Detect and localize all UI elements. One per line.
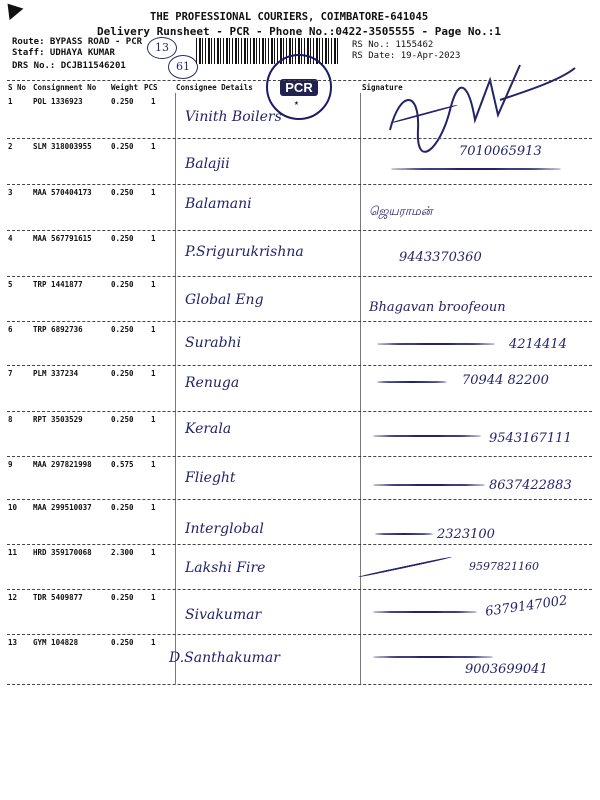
row-note: 7010065913 [459, 144, 542, 159]
row-consignment: SLM 318003955 [33, 142, 92, 151]
row-sno: 2 [8, 142, 13, 151]
row-note: 2323100 [437, 527, 495, 542]
row-pcs: 1 [151, 460, 156, 469]
row-note: 4214414 [509, 337, 567, 352]
row-consignment: GYM 104828 [33, 638, 79, 647]
col-consignment: Consignment No [33, 83, 97, 92]
row-weight: 0.250 [111, 97, 134, 106]
row-consignee: Surabhi [185, 335, 242, 351]
row-signature [358, 556, 452, 578]
row-weight: 0.575 [111, 460, 134, 469]
row-weight: 0.250 [111, 234, 134, 243]
rs-date: RS Date: 19-Apr-2023 [352, 51, 461, 61]
row-signature [373, 484, 485, 486]
row-sno: 4 [8, 234, 13, 243]
row-consignee: Sivakumar [185, 607, 262, 623]
row-pcs: 1 [151, 503, 156, 512]
row-weight: 0.250 [111, 369, 134, 378]
row-consignee: Lakshi Fire [185, 560, 266, 576]
row-note: 9443370360 [399, 250, 482, 265]
row-consignee: Flieght [185, 470, 236, 486]
row-sno: 10 [8, 503, 18, 512]
row-consignee: Balamani [185, 196, 252, 212]
col-pcs: PCS [144, 83, 158, 92]
row-signature [391, 168, 561, 170]
row-consignee: Balajii [185, 156, 230, 172]
table-row [7, 230, 592, 277]
row-pcs: 1 [151, 188, 156, 197]
row-consignment: RPT 3503529 [33, 415, 83, 424]
company-name: THE PROFESSIONAL COURIERS, COIMBATORE-641045 [150, 11, 429, 23]
row-signature [373, 435, 481, 437]
row-sno: 6 [8, 325, 13, 334]
col-consignee: Consignee Details [176, 83, 253, 92]
row-consignment: TDR 5409877 [33, 593, 83, 602]
row-consignment: TRP 1441877 [33, 280, 83, 289]
rs-number: RS No.: 1155462 [352, 40, 434, 50]
stamp-label: PCR [280, 79, 317, 96]
table-row [7, 276, 592, 322]
row-weight: 0.250 [111, 503, 134, 512]
row-note: 6379147002 [484, 593, 569, 620]
table-row [7, 411, 592, 457]
row-consignee: Kerala [185, 421, 232, 437]
handwritten-circled-count: 61 [168, 55, 198, 79]
row-signature [373, 611, 477, 613]
row-pcs: 1 [151, 280, 156, 289]
col-weight: Weight [111, 83, 139, 92]
table-row [7, 93, 592, 139]
star-icon: ★ [294, 98, 299, 107]
header-divider [7, 80, 592, 81]
row-consignee: Renuga [185, 375, 240, 391]
row-sno: 7 [8, 369, 13, 378]
row-note: Bhagavan broofeoun [369, 300, 506, 315]
row-consignee: P.Srigurukrishna [185, 244, 304, 260]
row-weight: 0.250 [111, 280, 134, 289]
row-pcs: 1 [151, 97, 156, 106]
row-note: ஜெயராமன் [369, 204, 433, 218]
table-row [7, 499, 592, 545]
row-consignee: Vinith Boilers [185, 109, 282, 125]
row-pcs: 1 [151, 548, 156, 557]
col-signature: Signature [362, 83, 403, 92]
table-row [7, 138, 592, 185]
row-consignee: Interglobal [185, 521, 264, 537]
route: Route: BYPASS ROAD - PCR [12, 37, 143, 47]
row-note: 9597821160 [469, 560, 539, 573]
table-row [7, 456, 592, 500]
row-sno: 13 [8, 638, 18, 647]
row-sno: 11 [8, 548, 18, 557]
row-pcs: 1 [151, 638, 156, 647]
table-row [7, 634, 592, 685]
table-row [7, 321, 592, 366]
row-signature [377, 381, 447, 383]
row-consignment: HRD 359170068 [33, 548, 92, 557]
handwritten-circled-count: 13 [147, 37, 177, 59]
row-weight: 0.250 [111, 415, 134, 424]
row-pcs: 1 [151, 593, 156, 602]
row-weight: 0.250 [111, 325, 134, 334]
row-signature [375, 533, 433, 535]
col-sno: S No [8, 83, 27, 92]
row-signature [390, 104, 458, 124]
row-consignment: TRP 6892736 [33, 325, 83, 334]
row-pcs: 1 [151, 142, 156, 151]
table-row [7, 544, 592, 590]
row-sno: 8 [8, 415, 13, 424]
row-pcs: 1 [151, 234, 156, 243]
row-note: 9003699041 [465, 662, 548, 677]
row-sno: 1 [8, 97, 13, 106]
row-consignee: Global Eng [185, 292, 264, 308]
row-consignment: PLM 337234 [33, 369, 79, 378]
table-row [7, 365, 592, 412]
row-sno: 5 [8, 280, 13, 289]
row-signature [377, 343, 495, 345]
row-note: 8637422883 [489, 478, 572, 493]
row-consignee: D.Santhakumar [169, 650, 280, 666]
row-weight: 0.250 [111, 188, 134, 197]
row-weight: 0.250 [111, 593, 134, 602]
table-row [7, 184, 592, 231]
row-pcs: 1 [151, 325, 156, 334]
staff: Staff: UDHAYA KUMAR [12, 48, 115, 58]
runsheet-table [7, 93, 592, 684]
row-consignment: MAA 567791615 [33, 234, 92, 243]
row-sno: 12 [8, 593, 18, 602]
row-sno: 3 [8, 188, 13, 197]
drs-number: DRS No.: DCJB11546201 [12, 61, 126, 71]
row-pcs: 1 [151, 369, 156, 378]
row-consignment: MAA 299510037 [33, 503, 92, 512]
row-signature [373, 656, 493, 658]
row-pcs: 1 [151, 415, 156, 424]
row-consignment: MAA 297821998 [33, 460, 92, 469]
corner-mark-icon [1, 0, 24, 20]
row-consignment: POL 1336923 [33, 97, 83, 106]
runsheet-title: Delivery Runsheet - PCR - Phone No.:0422-3505555 - Page No.:1 [97, 25, 501, 38]
table-row [7, 589, 592, 635]
row-weight: 0.250 [111, 638, 134, 647]
row-weight: 2.300 [111, 548, 134, 557]
row-sno: 9 [8, 460, 13, 469]
row-weight: 0.250 [111, 142, 134, 151]
row-consignment: MAA 570404173 [33, 188, 92, 197]
row-note: 70944 82200 [462, 373, 549, 388]
row-note: 9543167111 [489, 431, 572, 446]
